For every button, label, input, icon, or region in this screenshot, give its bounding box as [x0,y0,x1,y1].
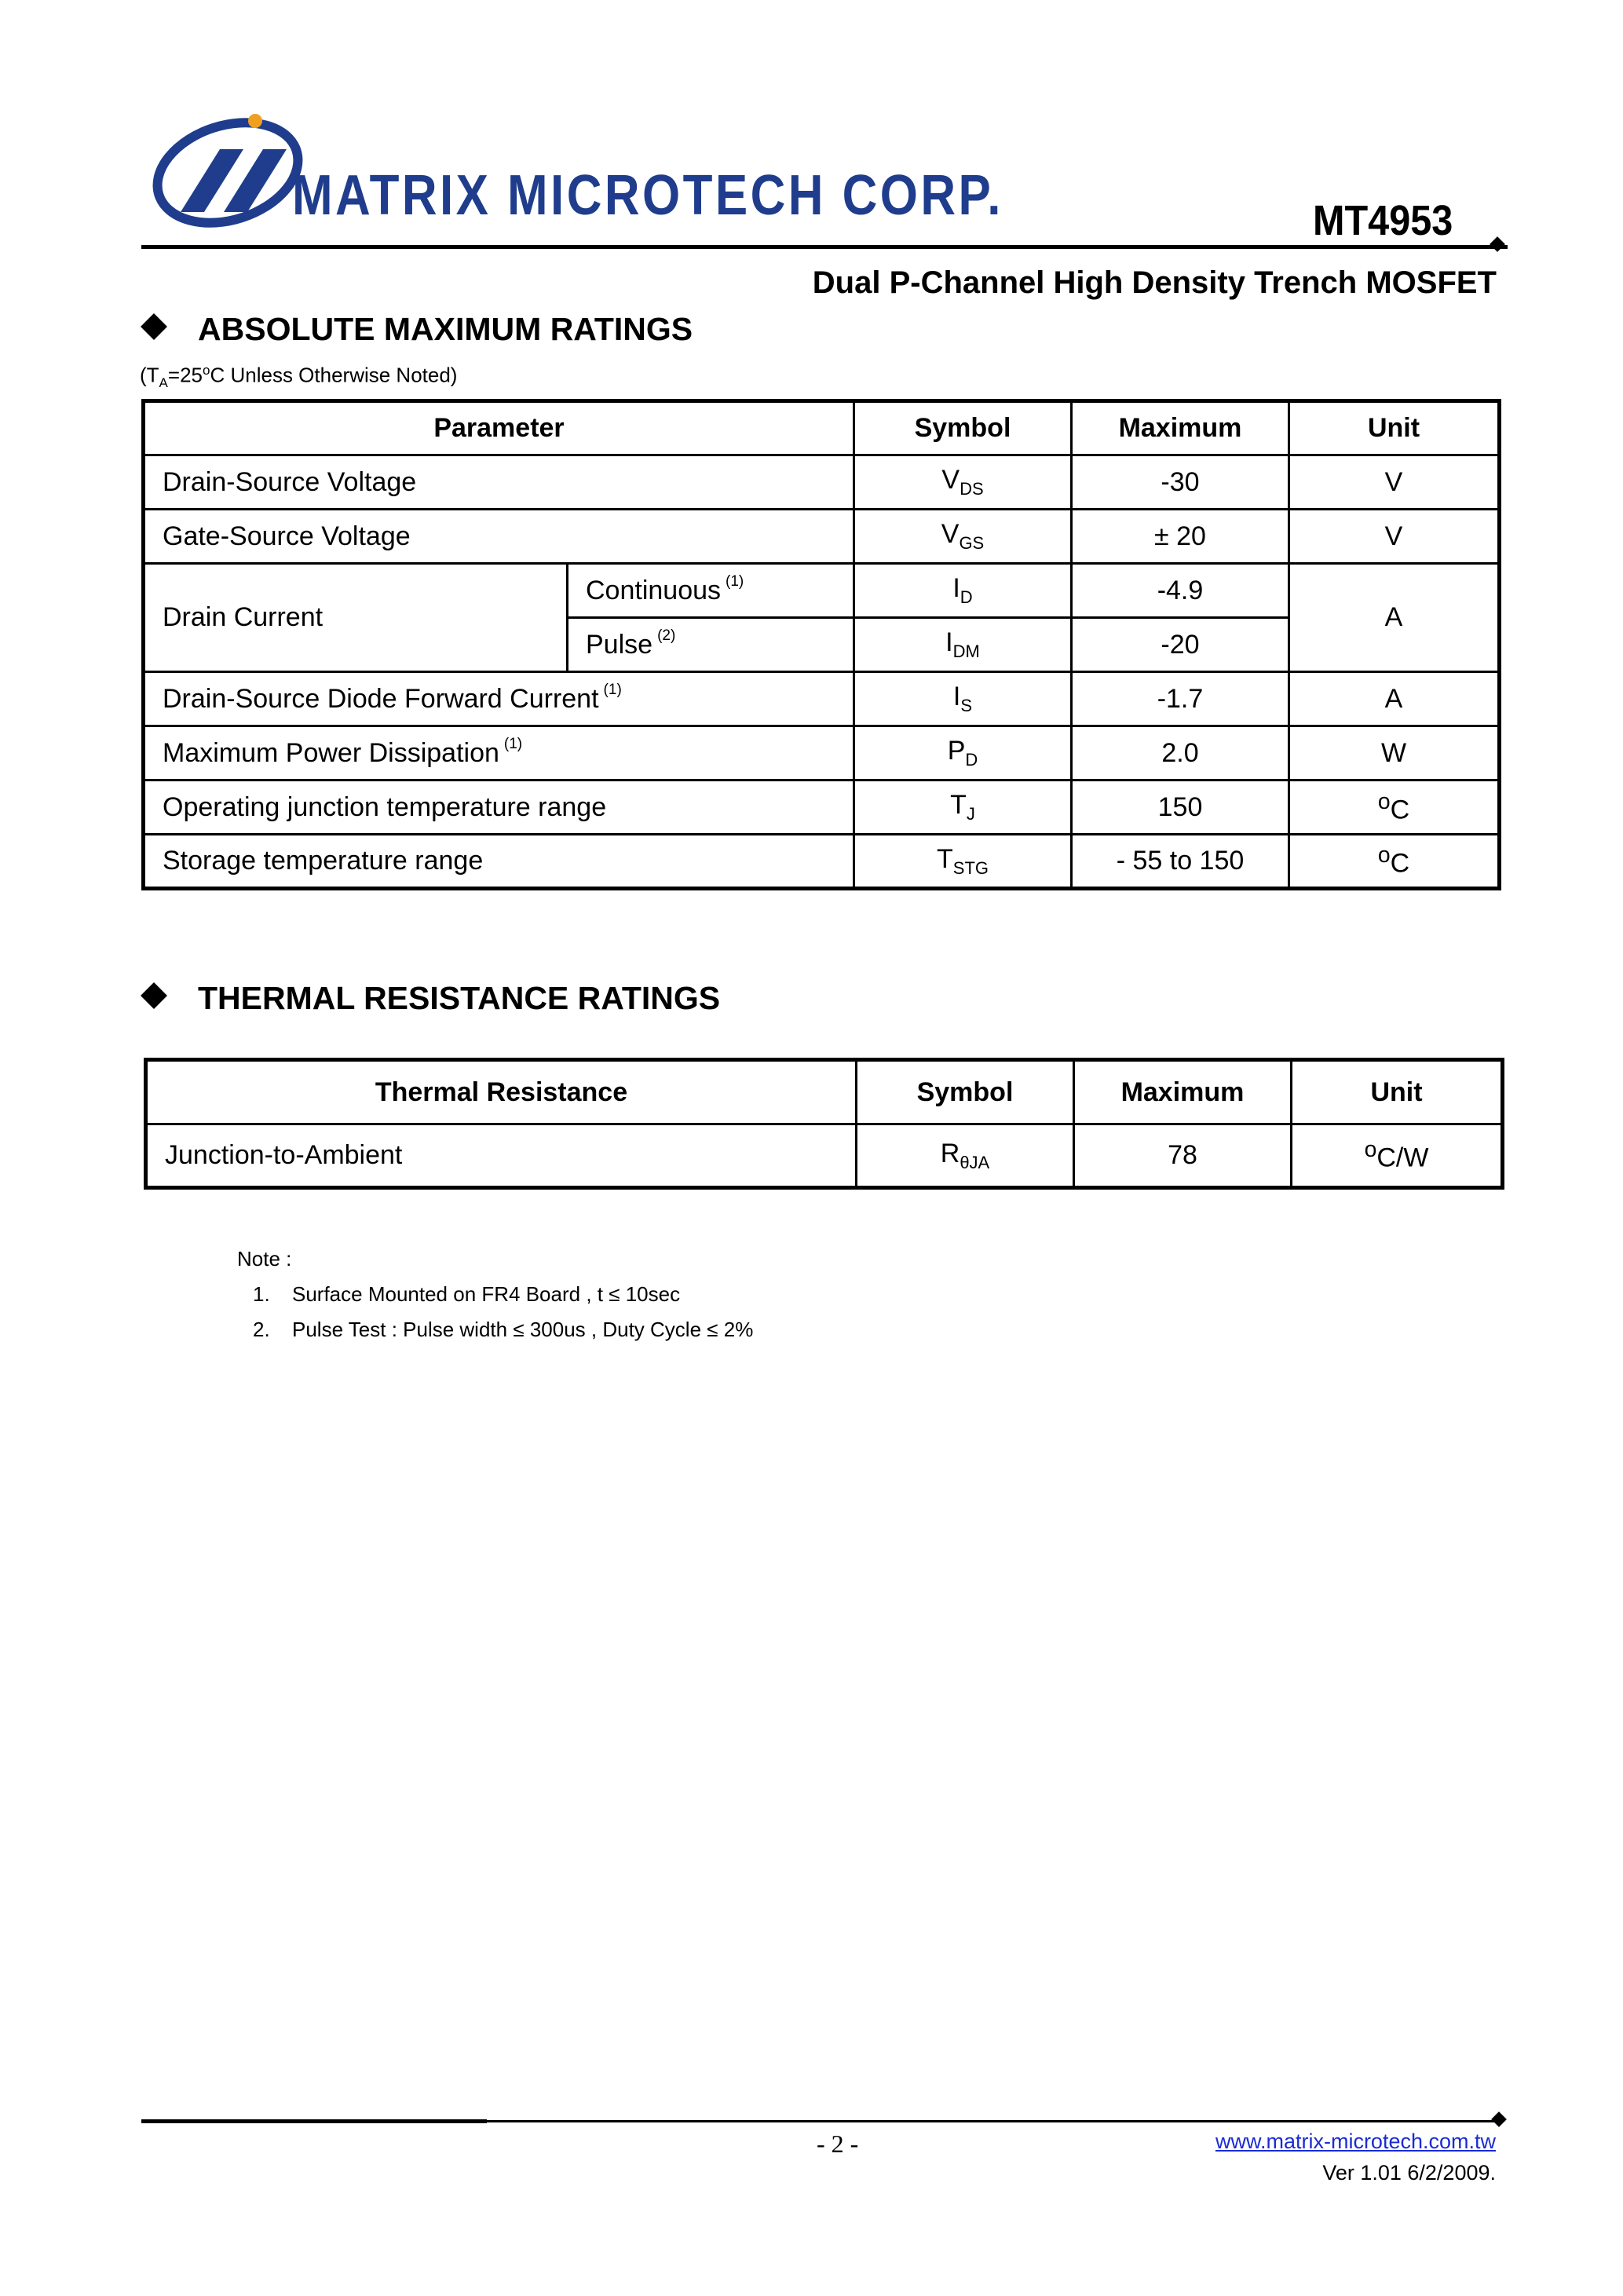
unit-cell: $^o$C/W [1292,1124,1503,1188]
unit-cell: V [1289,510,1500,564]
column-header: Maximum [1072,401,1289,455]
max-cell: -30 [1072,455,1289,510]
table-row [144,672,1500,726]
section-title: THERMAL RESISTANCE RATINGS [198,980,721,1016]
column-header: Thermal Resistance [146,1060,857,1124]
param-cell: Drain Current [144,564,568,672]
table-row [144,835,1500,889]
test-condition: ($T_A=25^oC$ Unless Otherwise Noted) [140,363,458,390]
diamond-bullet-icon [141,313,167,340]
max-cell: -1.7 [1072,672,1289,726]
note-item: 1. Surface Mounted on FR4 Board , t ≤ 10sec [253,1282,681,1306]
part-number: MT4953 [1313,197,1453,244]
notes-block [237,1247,753,1353]
param-cell: Junction-to-Ambient [146,1124,857,1188]
max-cell: 150 [1072,781,1289,835]
column-header: Parameter [144,401,854,455]
symbol-cell: $I_S$ [854,672,1072,726]
param-cell: Operating junction temperature range [144,781,854,835]
logo-swoosh-icon [149,110,311,239]
page-number: - 2 - [817,2130,859,2158]
sub-param-cell: Pulse $^{(2)}$ [568,618,854,672]
param-cell: Drain-Source Diode Forward Current $^{(1)}$ [144,672,854,726]
header-divider [141,245,1508,249]
unit-cell: A [1289,672,1500,726]
symbol-cell: $I_D$ [854,564,1072,618]
section-heading-absolute-max [144,311,693,348]
thermal-resistance-table [144,1058,1504,1190]
document-subtitle: Dual P-Channel High Density Trench MOSFET [812,265,1497,300]
version-info: Ver 1.01 6/2/2009. [1322,2161,1496,2184]
column-header: Unit [1289,401,1500,455]
param-cell: Storage temperature range [144,835,854,889]
table-row [144,510,1500,564]
column-header: Symbol [857,1060,1074,1124]
notes-title: Note : [237,1247,292,1270]
unit-cell: V [1289,455,1500,510]
max-cell: 2.0 [1072,726,1289,781]
max-cell: ± 20 [1072,510,1289,564]
table-header-row [144,401,1500,455]
symbol-cell: $P_D$ [854,726,1072,781]
footer-divider [141,2120,1496,2122]
sub-param-cell: Continuous $^{(1)}$ [568,564,854,618]
param-cell: Drain-Source Voltage [144,455,854,510]
unit-cell: $^o$C [1289,835,1500,889]
table-row [146,1124,1503,1188]
table-header-row [146,1060,1503,1124]
max-cell: 78 [1074,1124,1292,1188]
table-row [144,781,1500,835]
table-row [144,564,1500,618]
section-title: ABSOLUTE MAXIMUM RATINGS [198,311,693,347]
column-header: Maximum [1074,1060,1292,1124]
note-item: 2. Pulse Test : Pulse width ≤ 300us , Duty Cycle ≤ 2% [253,1318,754,1341]
logo-dot-icon [248,114,262,128]
diamond-bullet-icon [141,982,167,1009]
unit-cell: $^o$C [1289,781,1500,835]
company-name: MATRIX MICROTECH CORP. [292,164,1003,227]
symbol-cell: $T_J$ [854,781,1072,835]
diamond-icon [1491,2111,1507,2127]
symbol-cell: $I_{DM}$ [854,618,1072,672]
max-cell: -4.9 [1072,564,1289,618]
diamond-icon [1490,236,1505,252]
symbol-cell: $T_{STG}$ [854,835,1072,889]
column-header: Symbol [854,401,1072,455]
table-row [144,455,1500,510]
symbol-cell: $R_{\theta JA}$ [857,1124,1074,1188]
param-cell: Maximum Power Dissipation $^{(1)}$ [144,726,854,781]
absolute-max-table [141,399,1501,890]
max-cell: -20 [1072,618,1289,672]
symbol-cell: $V_{GS}$ [854,510,1072,564]
max-cell: - 55 to 150 [1072,835,1289,889]
unit-cell: W [1289,726,1500,781]
table-row [144,726,1500,781]
unit-cell: A [1289,564,1500,672]
website-link[interactable]: www.matrix-microtech.com.tw [1215,2130,1496,2153]
column-header: Unit [1292,1060,1503,1124]
symbol-cell: $V_{DS}$ [854,455,1072,510]
section-heading-thermal [144,980,720,1017]
param-cell: Gate-Source Voltage [144,510,854,564]
